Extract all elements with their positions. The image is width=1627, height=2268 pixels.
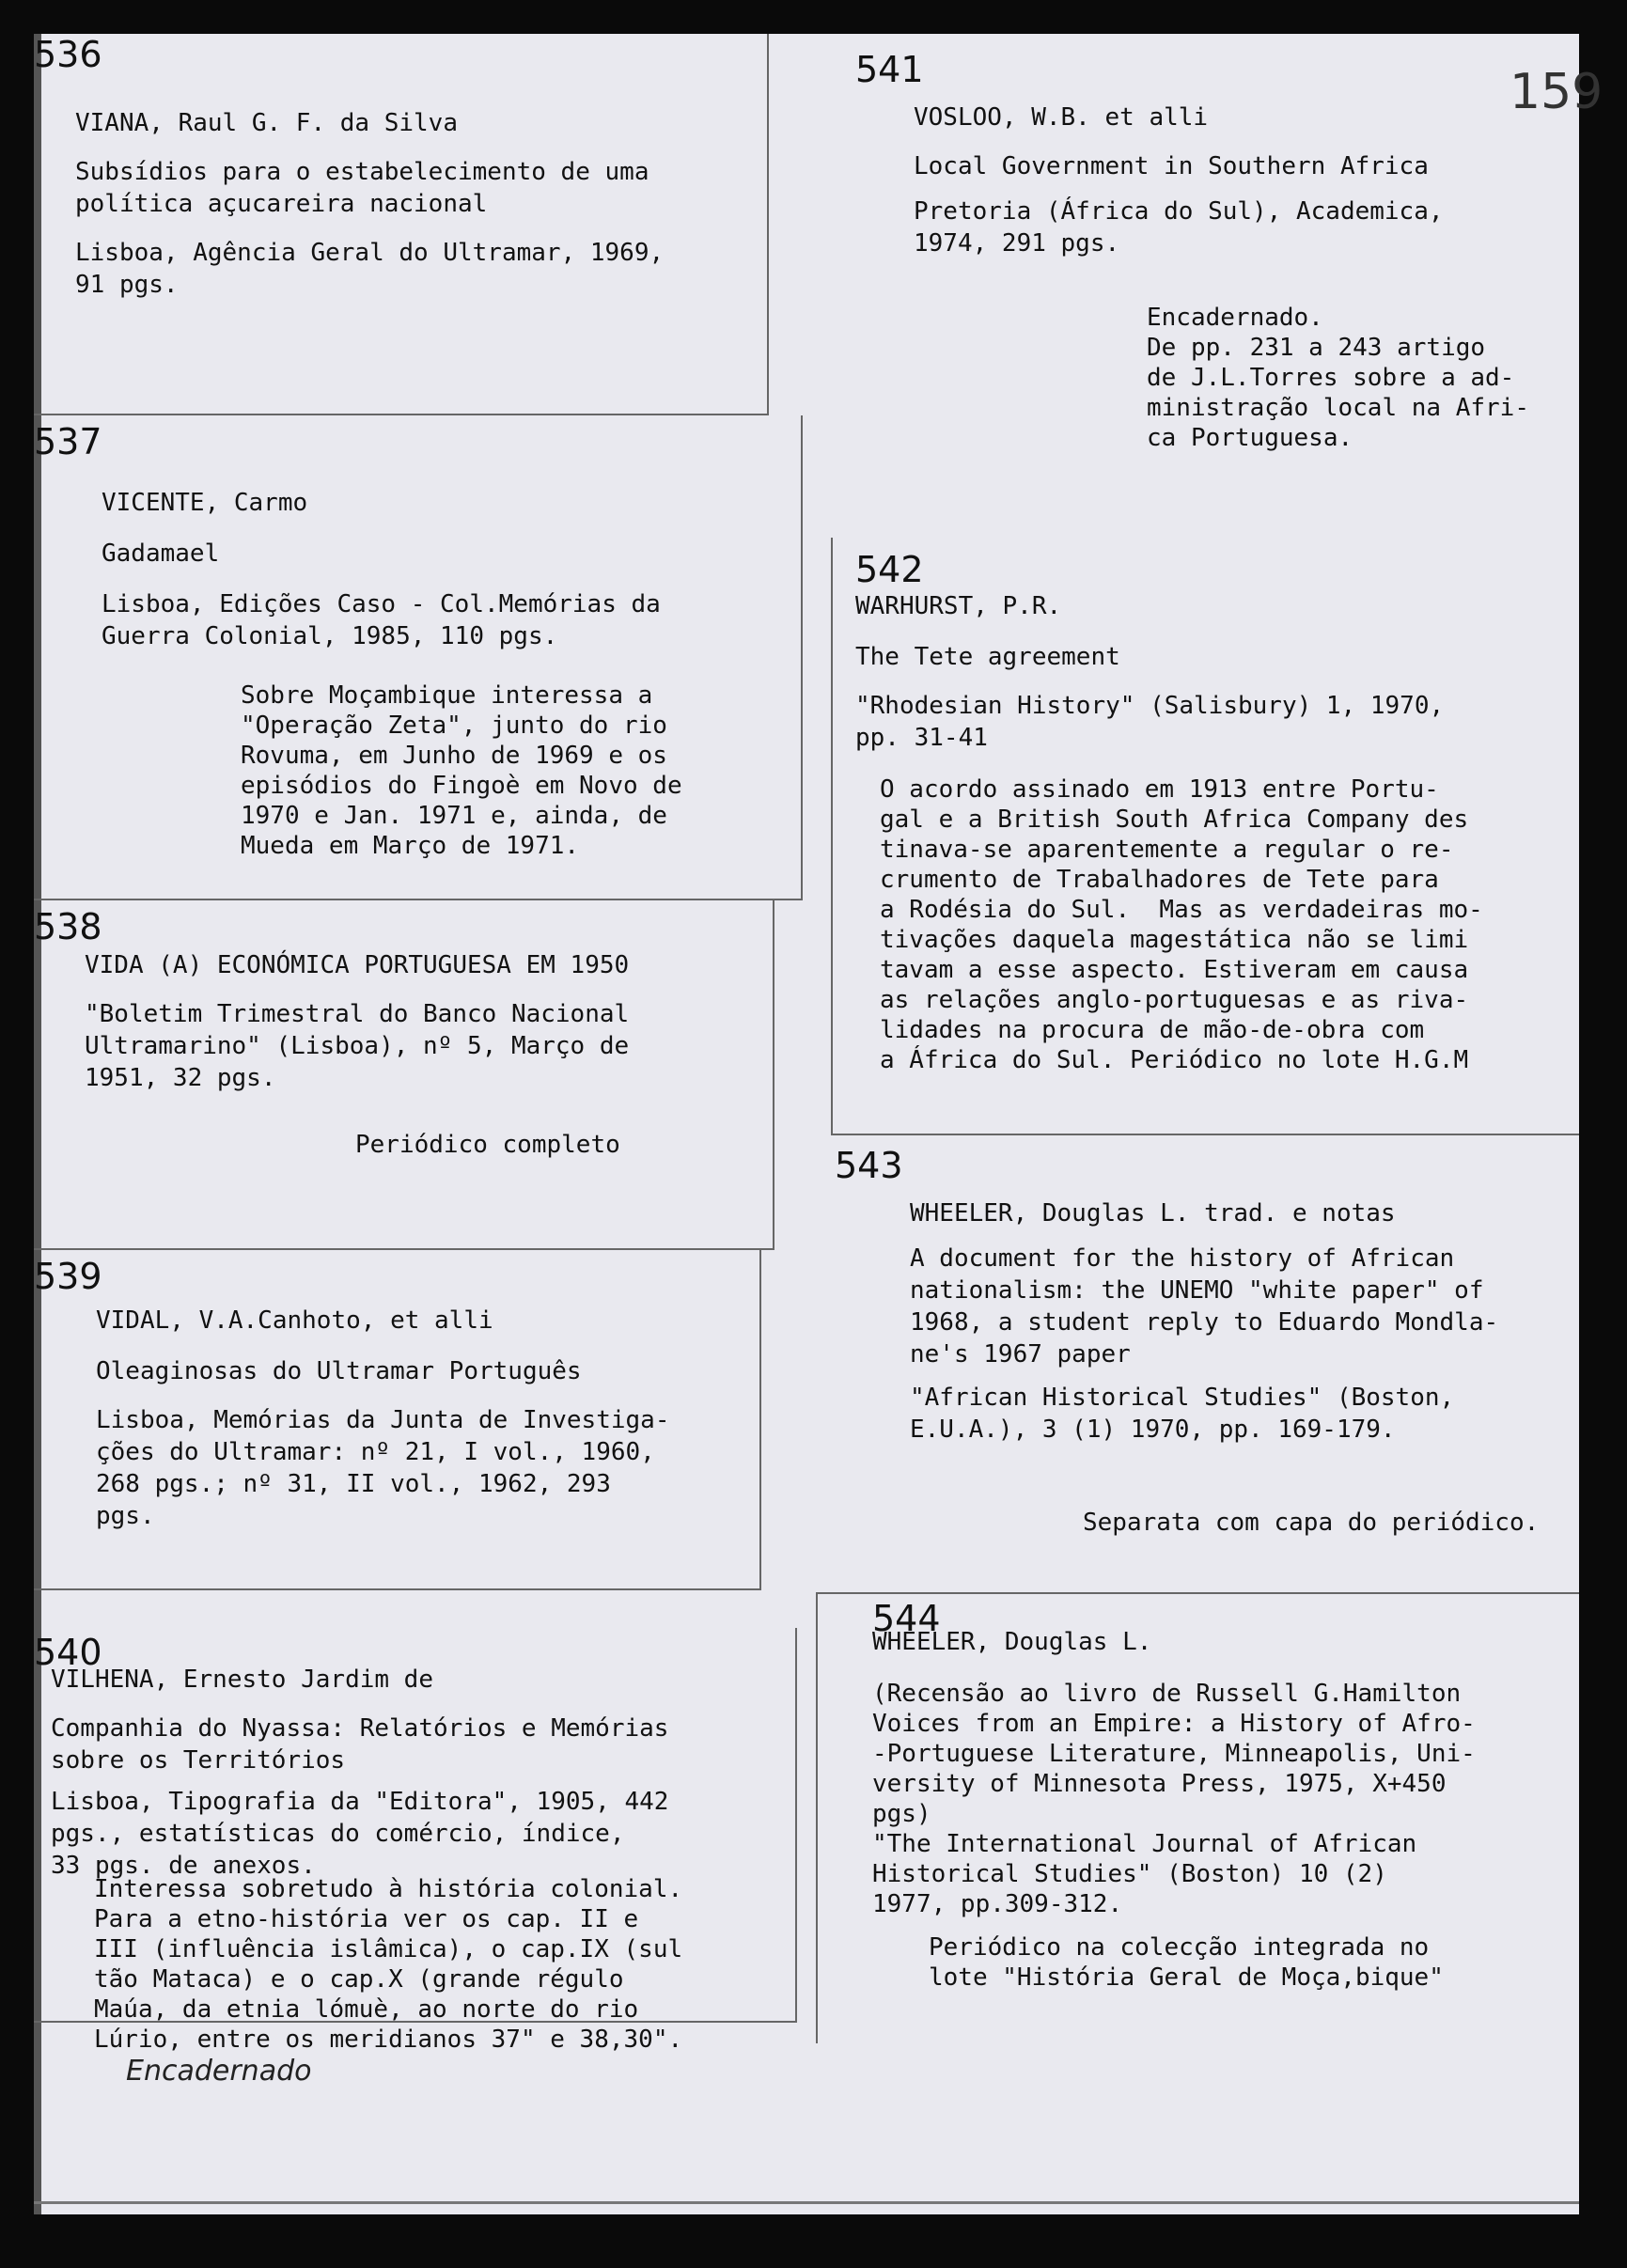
catalogue-card-539 (34, 1250, 761, 1590)
card-note: Interessa sobretudo à história colonial. Para a etno-história ver os cap. II e III (influência islâmica), o cap.IX (sul tão Mataca) e o cap.X (grande régulo Maúa, da etnia lómuè, ao norte do rio Lúrio, entre os meridianos 37" e 38,30". (94, 1875, 683, 2054)
catalogue-page (34, 34, 1604, 2214)
catalogue-card-544 (816, 1592, 1579, 2043)
card-imprint: "African Historical Studies" (Boston, E.U.A.), 3 (1) 1970, pp. 169-179. (910, 1384, 1455, 1444)
card-title: Companhia do Nyassa: Relatórios e Memórias sobre os Territórios (51, 1714, 669, 1775)
card-number: 544 (872, 1598, 941, 1639)
card-title: A document for the history of African nationalism: the UNEMO "white paper" of 1968, a student reply to Eduardo Mondla- ne's 1967 paper (910, 1244, 1499, 1369)
card-number: 540 (34, 1632, 102, 1673)
page-number: 159 (1510, 64, 1604, 120)
card-number: 536 (34, 34, 102, 75)
card-number: 543 (835, 1145, 903, 1186)
card-number: 537 (34, 421, 102, 462)
card-note: Periódico completo (355, 1131, 620, 1159)
catalogue-card-543 (835, 1135, 1579, 1583)
handwritten-note: Encadernado (126, 2055, 312, 2088)
card-author: WHEELER, Douglas L. (872, 1628, 1152, 1656)
card-author: VIDAL, V.A.Canhoto, et alli (96, 1306, 493, 1335)
card-title: Subsídios para o estabelecimento de uma política açucareira nacional (75, 158, 649, 218)
card-imprint: Lisboa, Agência Geral do Ultramar, 1969, 91 pgs. (75, 239, 665, 299)
page-bottom-rule (34, 2201, 1579, 2204)
catalogue-card-542 (831, 538, 1579, 1135)
card-imprint: "Rhodesian History" (Salisbury) 1, 1970, pp. 31-41 (855, 692, 1445, 752)
card-imprint: Lisboa, Tipografia da "Editora", 1905, 442 pgs., estatísticas do comércio, índice, 33 pgs. de anexos. (51, 1788, 669, 1880)
card-author: VILHENA, Ernesto Jardim de (51, 1666, 433, 1694)
card-title: The Tete agreement (855, 643, 1120, 671)
card-author: VICENTE, Carmo (102, 489, 308, 517)
card-note: Encadernado. De pp. 231 a 243 artigo de J.L.Torres sobre a ad- ministração local na Afri- ca Portuguesa. (1147, 304, 1529, 452)
card-author: WHEELER, Douglas L. trad. e notas (910, 1199, 1396, 1228)
catalogue-card-537 (34, 415, 803, 900)
catalogue-card-541 (769, 34, 1579, 551)
card-author: VOSLOO, W.B. et alli (914, 103, 1209, 132)
card-number: 541 (855, 49, 924, 90)
card-title: Gadamael (102, 540, 220, 568)
card-note: O acordo assinado em 1913 entre Portu- gal e a British South Africa Company des tinava-se aparentemente a regular o re- crumento de Trabalhadores de Tete para a Rodésia do Sul. Mas as verdadeiras mo- tivações daquela magestática não se limi tavam a esse aspecto. Estiveram em causa as relações anglo-portuguesas e as riva- lidades na procura de mão-de-obra com a África do Sul. Periódico no lote H.G.M (880, 775, 1483, 1074)
catalogue-card-538 (34, 900, 774, 1250)
card-title: Local Government in Southern Africa (914, 152, 1429, 180)
card-imprint: Pretoria (África do Sul), Academica, 1974, 291 pgs. (914, 197, 1444, 258)
card-title: Oleaginosas do Ultramar Português (96, 1357, 582, 1385)
card-author: WARHURST, P.R. (855, 592, 1062, 620)
card-imprint: Lisboa, Memórias da Junta de Investiga- ções do Ultramar: nº 21, I vol., 1960, 268 pgs.; nº 31, II vol., 1962, 293 pgs. (96, 1406, 670, 1530)
card-note: Periódico na colecção integrada no lote "História Geral de Moça,bique" (929, 1933, 1444, 1992)
card-number: 539 (34, 1256, 102, 1297)
card-number: 542 (855, 549, 924, 590)
card-number: 538 (34, 906, 102, 947)
card-author: VIANA, Raul G. F. da Silva (75, 109, 458, 137)
card-imprint: "Boletim Trimestral do Banco Nacional Ultramarino" (Lisboa), nº 5, Março de 1951, 32 pgs. (85, 1000, 630, 1092)
card-imprint: Lisboa, Edições Caso - Col.Memórias da Guerra Colonial, 1985, 110 pgs. (102, 590, 661, 650)
card-author: VIDA (A) ECONÓMICA PORTUGUESA EM 1950 (85, 951, 630, 979)
catalogue-card-540 (34, 1628, 797, 2088)
card-imprint: (Recensão ao livro de Russell G.Hamilton Voices from an Empire: a History of Afro- -Portuguese Literature, Minneapolis, Uni- versity of Minnesota Press, 1975, X+450 pgs) "The International Journal of African Historical Studies" (Boston) 10 (2) 1977, pp.309-312. (872, 1680, 1476, 1918)
catalogue-card-536 (34, 34, 769, 415)
card-note: Separata com capa do periódico. (1083, 1509, 1540, 1537)
card-note: Sobre Moçambique interessa a "Operação Zeta", junto do rio Rovuma, em Junho de 1969 e os episódios do Fingoè em Novo de 1970 e Jan. 1971 e, ainda, de Mueda em Março de 1971. (241, 681, 682, 860)
